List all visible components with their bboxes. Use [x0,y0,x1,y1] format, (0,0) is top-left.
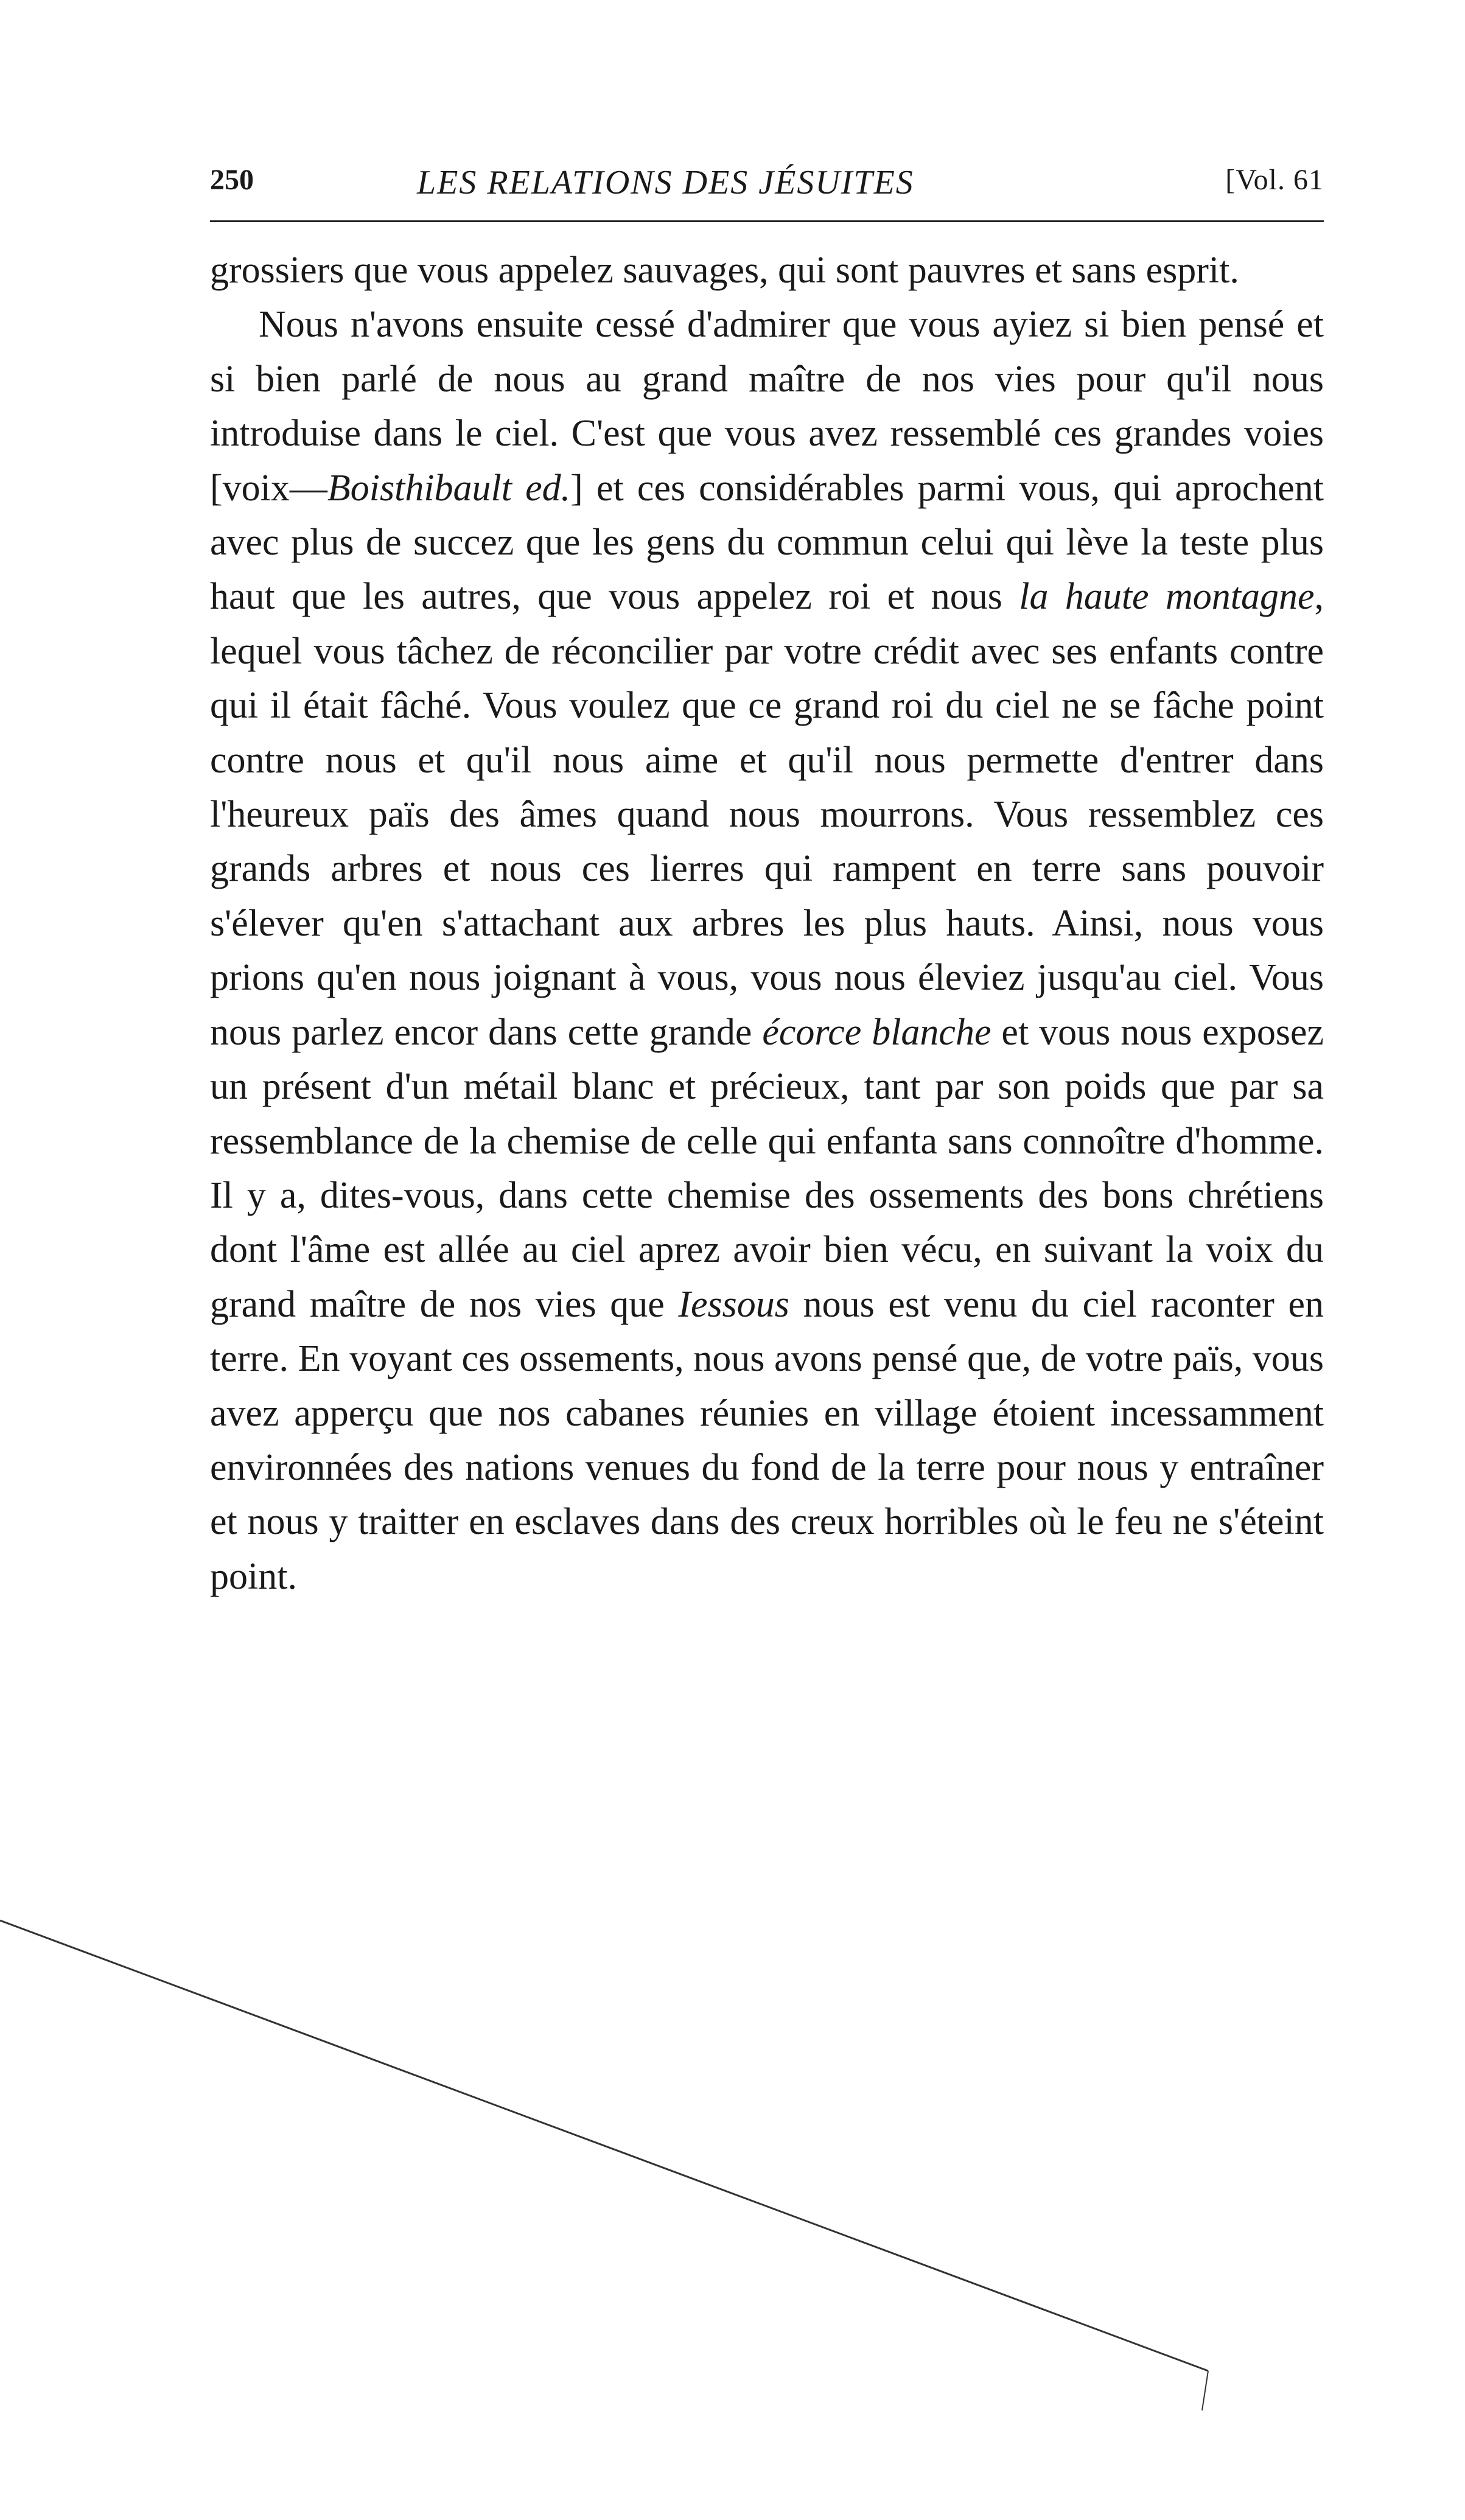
text-run: nous est venu du ciel raconter en terre. En voyant ces ossements, nous avons pensé que, de votre païs, vous avez apperçu que nos cabanes réunies en village étoient incessamment environnées des nations venues du fond de la terre pour nous y entraîner et nous y traitter en esclaves dans des creux horribles où le feu ne s'éteint point. [210,1283,1324,1597]
text-run: Nous n'avons ensuite cessé d'admirer que vous ayiez si bien pensé et si bien parlé de nous au grand maître de nos vies pour qu'il nous introduise dans le ciel. C'est que vous avez ressemblé ces grandes voies [voix— [210,304,1324,509]
text-run: ] et ces considérables parmi vous, qui aprochent avec plus de succez que les gens du commun celui qui lève la teste plus haut que les autres, que vous appelez roi et nous [210,467,1324,618]
text-run: et vous nous exposez un présent d'un métail blanc et précieux, tant par son poids que par sa ressemblance de la chemise de celle qui enfanta sans connoître d'homme. Il y a, dites-vous, dans cette chemise des ossements des bons chrétiens dont l'âme est allée au ciel aprez avoir bien vécu, en suivant la voix du grand maître de nos vies que [210,1011,1324,1325]
italic-iessous: Iessous [678,1283,789,1325]
scratch-tail [1202,2371,1208,2410]
running-header [210,163,1324,206]
text-run: , lequel vous tâchez de réconcilier par votre crédit avec ses enfants contre qui il était fâché. Vous voulez que ce grand roi du ciel ne se fâche point contre nous et qu'il nous aime et qu'il nous permette d'entrer dans l'heureux païs des âmes quand nous mourrons. Vous ressemblez ces grands arbres et nous ces lierres qui rampent en terre sans pouvoir s'élever qu'en s'attachant aux arbres les plus hauts. Ainsi, nous vous prions qu'en nous joignant à vous, vous nous éleviez jusqu'au ciel. Vous nous parlez encor dans cette grande [210,576,1324,1053]
running-title: LES RELATIONS DES JÉSUITES [417,164,914,201]
italic-la-haute-montagne: la haute montagne [1019,576,1315,618]
scratch-line [0,1920,1208,2371]
header-rule [210,220,1324,222]
paragraph-nous-navons [210,298,1324,1604]
italic-ecorce-blanche: écorce blanche [762,1011,991,1053]
page-number: 250 [210,164,254,196]
paragraph-continued: grossiers que vous appelez sauvages, qui sont pauvres et sans esprit. [210,250,1239,291]
body-text [210,243,1324,1604]
volume-label: [Vol. 61 [1225,164,1324,196]
italic-editor-note: Boisthibault ed. [327,467,571,509]
